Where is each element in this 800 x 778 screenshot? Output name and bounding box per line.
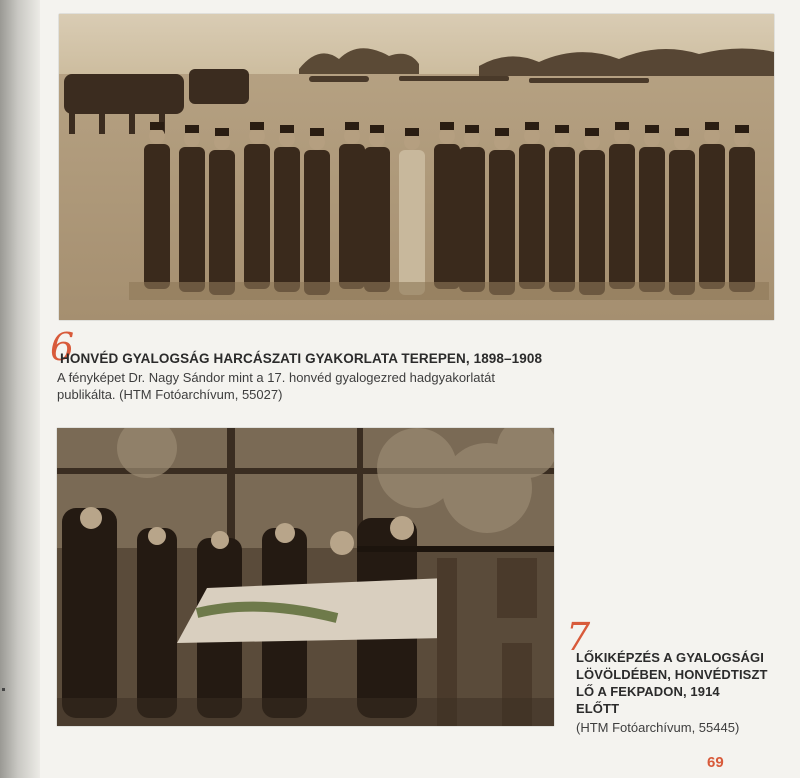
caption-line: publikálta. (HTM Fotóarchívum, 55027) xyxy=(57,387,283,402)
margin-mark xyxy=(2,688,5,691)
photo-shooting-range-image xyxy=(57,428,554,726)
soldier-figure xyxy=(399,150,425,295)
soldier-cap xyxy=(250,122,264,130)
soldier-figure xyxy=(144,144,170,289)
soldier-figure xyxy=(304,150,330,295)
soldier-figure xyxy=(669,150,695,295)
soldier-cap xyxy=(405,128,419,136)
photo-infantry-exercise xyxy=(59,14,774,320)
soldier-cap xyxy=(495,128,509,136)
soldier-head xyxy=(439,128,455,144)
soldier-cap xyxy=(310,128,324,136)
soldier-cap xyxy=(525,122,539,130)
soldier-figure xyxy=(549,147,575,292)
soldier-figure xyxy=(209,150,235,295)
figure-caption xyxy=(57,369,527,403)
soldier-figure xyxy=(274,147,300,292)
title-line: ELŐTT xyxy=(576,701,620,716)
soldier-head xyxy=(309,134,325,150)
soldier-cap xyxy=(150,122,164,130)
soldier-figure xyxy=(489,150,515,295)
soldier-head xyxy=(494,134,510,150)
soldier-head xyxy=(674,134,690,150)
soldier-figure xyxy=(609,144,635,289)
soldier-cap xyxy=(465,125,479,133)
photo-shooting-range xyxy=(57,428,554,726)
soldier-figure xyxy=(364,147,390,292)
soldier-head xyxy=(644,131,660,147)
figure-number: 7 xyxy=(566,615,591,659)
soldier-head xyxy=(464,131,480,147)
title-line: LŐKIKÉPZÉS A GYALOGSÁGI xyxy=(576,650,764,665)
photo-infantry-exercise-image xyxy=(59,14,774,320)
caption-line: A fényképet Dr. Nagy Sándor mint a 17. honvéd gyalogezred hadgyakorlatát xyxy=(57,370,495,385)
soldier-head xyxy=(554,131,570,147)
soldier-cap xyxy=(370,125,384,133)
soldier-head xyxy=(279,131,295,147)
soldier-cap xyxy=(215,128,229,136)
page-number: 69 xyxy=(707,754,724,771)
soldier-figure xyxy=(729,147,755,292)
soldier-figure xyxy=(434,144,460,289)
soldier-cap xyxy=(280,125,294,133)
soldier-figure xyxy=(179,147,205,292)
soldier-cap xyxy=(345,122,359,130)
soldier-cap xyxy=(735,125,749,133)
soldier-cap xyxy=(440,122,454,130)
soldier-figure xyxy=(639,147,665,292)
soldier-figure xyxy=(459,147,485,292)
soldier-head xyxy=(584,134,600,150)
soldier-cap xyxy=(555,125,569,133)
figure-title: HONVÉD GYALOGSÁG HARCÁSZATI GYAKORLATA TEREPEN, 1898–1908 xyxy=(60,351,543,366)
figure-number: 6 xyxy=(50,325,75,369)
soldier-head xyxy=(734,131,750,147)
soldier-cap xyxy=(705,122,719,130)
soldier-cap xyxy=(675,128,689,136)
book-spine-shadow xyxy=(0,0,40,778)
figure-title xyxy=(576,649,776,717)
soldier-cap xyxy=(615,122,629,130)
soldier-figure xyxy=(579,150,605,295)
soldier-figure xyxy=(519,144,545,289)
soldier-cap xyxy=(645,125,659,133)
soldier-head xyxy=(614,128,630,144)
soldier-head xyxy=(369,131,385,147)
soldier-head xyxy=(404,134,420,150)
soldier-head xyxy=(704,128,720,144)
title-line: LŐ A FEKPADON, 1914 xyxy=(576,684,720,699)
title-line: LÖVÖLDÉBEN, HONVÉDTISZT xyxy=(576,667,768,682)
soldier-head xyxy=(214,134,230,150)
soldier-head xyxy=(249,128,265,144)
soldier-cap xyxy=(585,128,599,136)
soldier-head xyxy=(184,131,200,147)
soldier-figure xyxy=(339,144,365,289)
soldier-head xyxy=(524,128,540,144)
soldier-figure xyxy=(244,144,270,289)
soldier-head xyxy=(344,128,360,144)
soldier-head xyxy=(149,128,165,144)
soldier-figure xyxy=(699,144,725,289)
soldier-cap xyxy=(185,125,199,133)
figure-caption: (HTM Fotóarchívum, 55445) xyxy=(576,720,740,735)
